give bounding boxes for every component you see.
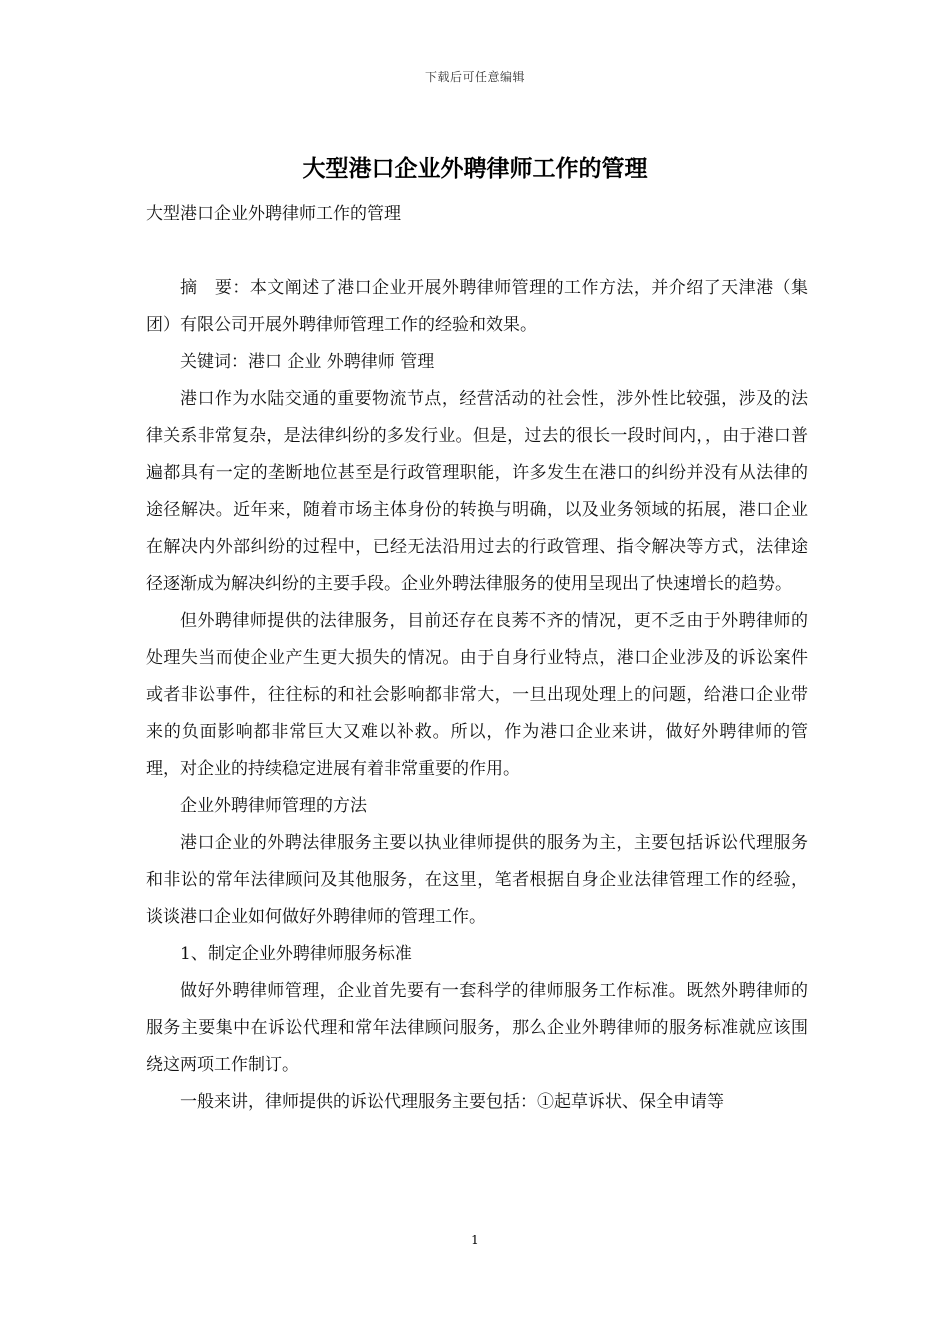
body-paragraph-5: 一般来讲，律师提供的诉讼代理服务主要包括：①起草诉状、保全申请等 xyxy=(180,1092,724,1112)
body-paragraph-3: 港口企业的外聘法律服务主要以执业律师提供的服务为主，主要包括诉讼代理服务和非讼的常年法律顾问及其他服务，在这里，笔者根据自身企业法律管理工作的经验，谈谈港口企业如何做好外聘律师的管理工作。 xyxy=(146,833,808,927)
page-number: 1 xyxy=(471,1233,479,1247)
section-heading-methods: 企业外聘律师管理的方法 xyxy=(180,796,367,816)
document-subtitle: 大型港口企业外聘律师工作的管理 xyxy=(146,204,401,224)
body-paragraph-4: 做好外聘律师管理，企业首先要有一套科学的律师服务工作标准。既然外聘律师的服务主要集中在诉讼代理和常年法律顾问服务，那么企业外聘律师的服务标准就应该围绕这两项工作制订。 xyxy=(146,981,808,1075)
document-body xyxy=(146,196,808,1121)
page-header-note: 下载后可任意编辑 xyxy=(424,70,525,84)
keywords-line: 关键词：港口 企业 外聘律师 管理 xyxy=(180,352,435,372)
section-heading-standards: 1、制定企业外聘律师服务标准 xyxy=(180,944,412,964)
abstract-paragraph: 摘 要：本文阐述了港口企业开展外聘律师管理的工作方法，并介绍了天津港（集团）有限公司开展外聘律师管理工作的经验和效果。 xyxy=(146,278,808,335)
body-paragraph-1: 港口作为水陆交通的重要物流节点，经营活动的社会性，涉外性比较强，涉及的法律关系非常复杂，是法律纠纷的多发行业。但是，过去的很长一段时间内，，由于港口普遍都具有一定的垄断地位甚至是行政管理职能，许多发生在港口的纠纷并没有从法律的途径解决。近年来，随着市场主体身份的转换与明确，以及业务领域的拓展，港口企业在解决内外部纠纷的过程中，已经无法沿用过去的行政管理、指令解决等方式，法律途径逐渐成为解决纠纷的主要手段。企业外聘法律服务的使用呈现出了快速增长的趋势。 xyxy=(146,389,808,594)
body-paragraph-2: 但外聘律师提供的法律服务，目前还存在良莠不齐的情况，更不乏由于外聘律师的处理失当而使企业产生更大损失的情况。由于自身行业特点，港口企业涉及的诉讼案件或者非讼事件，往往标的和社会影响都非常大，一旦出现处理上的问题，给港口企业带来的负面影响都非常巨大又难以补救。所以，作为港口企业来讲，做好外聘律师的管理，对企业的持续稳定进展有着非常重要的作用。 xyxy=(146,611,808,779)
document-title: 大型港口企业外聘律师工作的管理 xyxy=(302,155,648,182)
